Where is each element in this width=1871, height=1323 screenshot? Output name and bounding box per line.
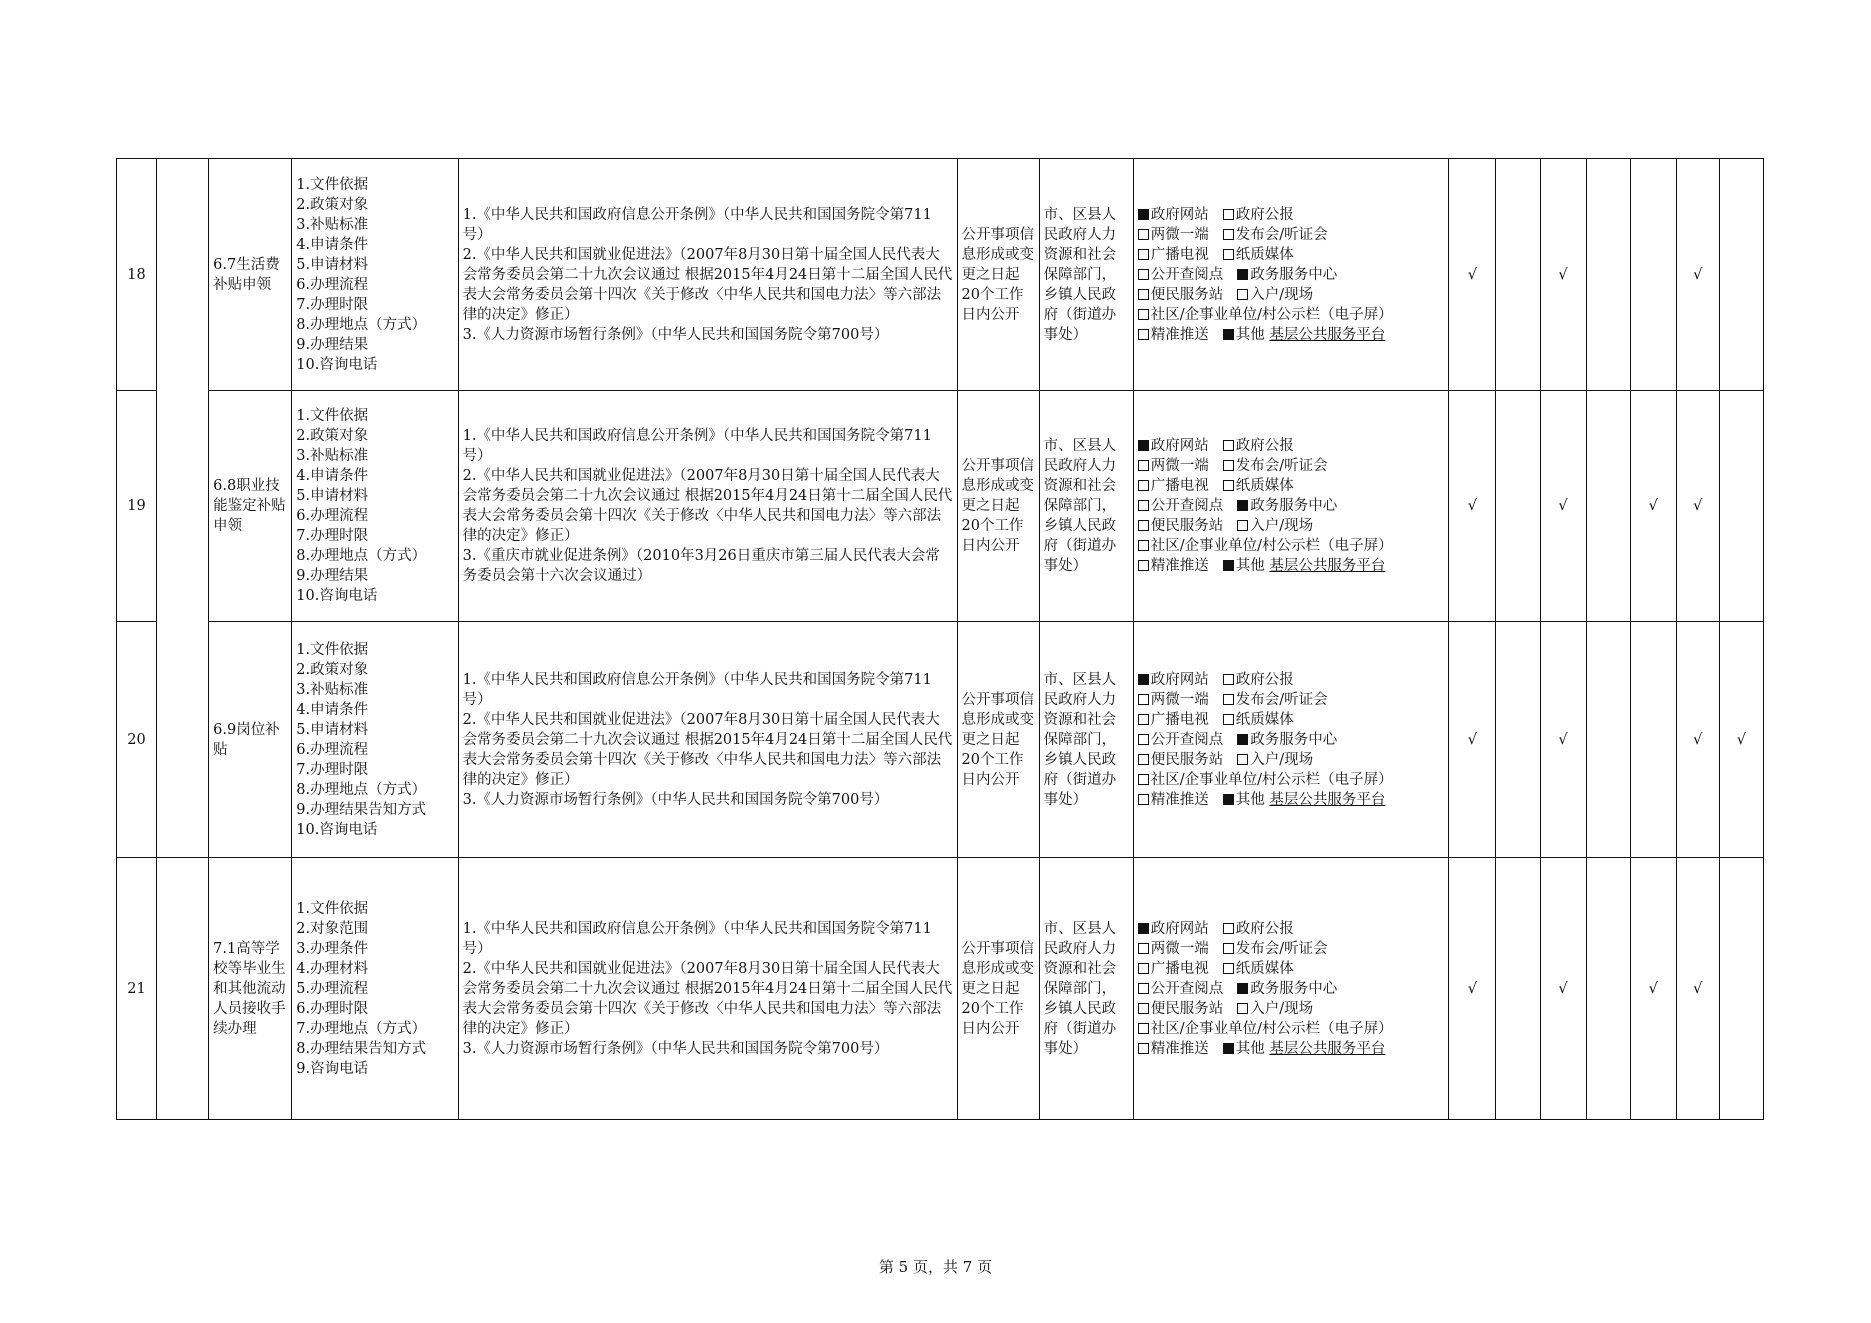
channel-label: 政府公报	[1235, 671, 1294, 688]
content-item: 4.申请条件	[296, 468, 369, 484]
page-footer: 第 5 页，共 7 页	[878, 1258, 993, 1276]
channel-line	[1138, 1039, 1445, 1059]
channel-line	[1138, 710, 1445, 730]
unchecked-box-icon	[1223, 249, 1234, 260]
channel-label: 两微一端	[1150, 226, 1209, 243]
channel-label: 发布会/听证会	[1235, 226, 1328, 243]
unchecked-box-icon	[1138, 249, 1149, 260]
channel-label: 两微一端	[1150, 940, 1209, 957]
basis-list	[458, 159, 957, 391]
content-list	[292, 622, 458, 858]
channel-label: 公开查阅点	[1150, 980, 1224, 997]
channel-line	[1138, 325, 1445, 345]
check-cell: √	[1449, 858, 1496, 1120]
channel-line	[1138, 1019, 1445, 1039]
item-name: 6.7生活费补贴申领	[209, 159, 292, 391]
basis-item: 1.《中华人民共和国政府信息公开条例》（中华人民共和国国务院令第711号）	[462, 920, 932, 957]
content-item: 5.办理流程	[296, 980, 369, 997]
unchecked-box-icon	[1223, 440, 1234, 451]
unchecked-box-icon	[1138, 500, 1149, 511]
content-item: 8.办理地点（方式）	[296, 781, 427, 798]
check-cell: √	[1540, 159, 1586, 391]
disclosure-time: 公开事项信息形成或变更之日起20个工作日内公开	[957, 622, 1039, 858]
check-cell: √	[1676, 858, 1719, 1120]
content-item: 3.补贴标准	[296, 681, 369, 698]
content-item: 6.办理流程	[296, 276, 369, 293]
basis-list	[458, 391, 957, 622]
content-item: 10.咨询电话	[296, 588, 378, 604]
unchecked-box-icon	[1138, 1003, 1149, 1014]
channel-label: 政府公报	[1235, 206, 1294, 223]
content-item: 7.办理时限	[296, 528, 369, 544]
unchecked-box-icon	[1138, 1043, 1149, 1054]
check-cell	[1719, 159, 1763, 391]
check-cell: √	[1630, 391, 1676, 622]
item-name: 6.8职业技能鉴定补贴申领	[209, 391, 292, 622]
content-item: 1.文件依据	[296, 408, 369, 424]
channel-label: 政府公报	[1235, 438, 1294, 454]
channel-other-value: 基层公共服务平台	[1269, 1040, 1386, 1057]
checked-box-icon	[1138, 440, 1149, 451]
channel-label: 政府网站	[1150, 671, 1209, 688]
content-item: 3.办理条件	[296, 940, 369, 957]
unchecked-box-icon	[1138, 269, 1149, 280]
row-number: 18	[117, 159, 157, 391]
table-row	[117, 391, 1764, 622]
channel-label: 政务服务中心	[1250, 731, 1338, 748]
item-name: 7.1高等学校等毕业生和其他流动人员接收手续办理	[209, 858, 292, 1120]
channel-label: 广播电视	[1150, 960, 1209, 977]
channel-line	[1138, 556, 1445, 576]
channel-line	[1138, 770, 1445, 790]
channel-line	[1138, 245, 1445, 265]
basis-item: 2.《中华人民共和国就业促进法》（2007年8月30日第十届全国人民代表大会常务委员会第二十九次会议通过 根据2015年4月24日第十二届全国人民代表大会常务委员会第十四次《关于修改〈中华人民共和国电力法〉等六部法律的决定》修正）	[462, 711, 953, 788]
unchecked-box-icon	[1237, 289, 1248, 300]
checked-box-icon	[1138, 674, 1149, 685]
channel-line	[1138, 690, 1445, 710]
check-cell	[1496, 858, 1540, 1120]
unchecked-box-icon	[1223, 209, 1234, 220]
disclosure-channels	[1133, 391, 1449, 622]
channel-label: 发布会/听证会	[1235, 940, 1328, 957]
disclosure-time: 公开事项信息形成或变更之日起20个工作日内公开	[957, 858, 1039, 1120]
unchecked-box-icon	[1138, 694, 1149, 705]
content-item: 2.对象范围	[296, 920, 369, 937]
unchecked-box-icon	[1223, 480, 1234, 491]
check-cell: √	[1540, 858, 1586, 1120]
disclosure-time: 公开事项信息形成或变更之日起20个工作日内公开	[957, 159, 1039, 391]
channel-label: 公开查阅点	[1150, 266, 1224, 283]
content-item: 9.办理结果告知方式	[296, 801, 427, 818]
basis-item: 2.《中华人民共和国就业促进法》（2007年8月30日第十届全国人民代表大会常务委员会第二十九次会议通过 根据2015年4月24日第十二届全国人民代表大会常务委员会第十四次《关于修改〈中华人民共和国电力法〉等六部法律的决定》修正）	[462, 468, 953, 544]
check-cell	[1496, 159, 1540, 391]
content-item: 5.申请材料	[296, 256, 369, 273]
basis-item: 3.《人力资源市场暂行条例》（中华人民共和国国务院令第700号）	[462, 326, 889, 343]
channel-line	[1138, 939, 1445, 959]
check-cell	[1586, 391, 1630, 622]
content-item: 7.办理时限	[296, 761, 369, 778]
channel-label: 公开查阅点	[1150, 498, 1224, 514]
channel-line	[1138, 959, 1445, 979]
basis-item: 3.《重庆市就业促进条例》（2010年3月26日重庆市第三届人民代表大会常务委员会第十六次会议通过）	[462, 548, 940, 584]
channel-line	[1138, 305, 1445, 325]
channel-line	[1138, 730, 1445, 750]
disclosure-subject: 市、区县人民政府人力资源和社会保障部门，乡镇人民政府（街道办事处）	[1039, 858, 1133, 1120]
unchecked-box-icon	[1138, 560, 1149, 571]
channel-other-value: 基层公共服务平台	[1269, 326, 1386, 343]
check-cell: √	[1540, 622, 1586, 858]
channel-label: 其他	[1235, 791, 1265, 808]
content-item: 2.政策对象	[296, 196, 369, 213]
check-cell	[1586, 159, 1630, 391]
check-cell: √	[1676, 622, 1719, 858]
channel-line	[1138, 285, 1445, 305]
content-item: 7.办理时限	[296, 296, 369, 313]
unchecked-box-icon	[1138, 540, 1149, 551]
channel-label: 社区/企事业单位/村公示栏（电子屏）	[1150, 306, 1393, 323]
channel-label: 入户/现场	[1250, 286, 1314, 303]
unchecked-box-icon	[1223, 963, 1234, 974]
channel-line	[1138, 456, 1445, 476]
channel-label: 两微一端	[1150, 458, 1209, 474]
content-item: 10.咨询电话	[296, 821, 378, 838]
check-cell: √	[1449, 159, 1496, 391]
channel-label: 便民服务站	[1150, 751, 1224, 768]
channel-label: 精准推送	[1150, 791, 1209, 808]
disclosure-channels	[1133, 858, 1449, 1120]
content-list	[292, 858, 458, 1120]
content-item: 4.申请条件	[296, 701, 369, 718]
content-item: 4.办理材料	[296, 960, 369, 977]
channel-line	[1138, 750, 1445, 770]
unchecked-box-icon	[1138, 520, 1149, 531]
check-cell	[1719, 391, 1763, 622]
channel-label: 其他	[1235, 558, 1265, 574]
channel-label: 精准推送	[1150, 326, 1209, 343]
channel-line	[1138, 790, 1445, 810]
channel-label: 其他	[1235, 326, 1265, 343]
channel-label: 精准推送	[1150, 558, 1209, 574]
row-number: 20	[117, 622, 157, 858]
unchecked-box-icon	[1138, 943, 1149, 954]
channel-label: 两微一端	[1150, 691, 1209, 708]
content-item: 1.文件依据	[296, 176, 369, 193]
content-item: 8.办理地点（方式）	[296, 316, 427, 333]
table-body	[117, 159, 1764, 1120]
unchecked-box-icon	[1223, 460, 1234, 471]
checked-box-icon	[1138, 923, 1149, 934]
unchecked-box-icon	[1138, 983, 1149, 994]
content-item: 9.咨询电话	[296, 1060, 369, 1077]
channel-label: 纸质媒体	[1235, 960, 1294, 977]
channel-line	[1138, 436, 1445, 456]
unchecked-box-icon	[1138, 289, 1149, 300]
channel-line	[1138, 496, 1445, 516]
content-item: 6.办理时限	[296, 1000, 369, 1017]
disclosure-time: 公开事项信息形成或变更之日起20个工作日内公开	[957, 391, 1039, 622]
disclosure-subject: 市、区县人民政府人力资源和社会保障部门，乡镇人民政府（街道办事处）	[1039, 159, 1133, 391]
channel-label: 其他	[1235, 1040, 1265, 1057]
unchecked-box-icon	[1138, 229, 1149, 240]
unchecked-box-icon	[1237, 754, 1248, 765]
item-name: 6.9岗位补贴	[209, 622, 292, 858]
check-cell: √	[1630, 858, 1676, 1120]
content-item: 9.办理结果	[296, 568, 369, 584]
basis-list	[458, 858, 957, 1120]
channel-line	[1138, 979, 1445, 999]
check-cell	[1496, 391, 1540, 622]
checked-box-icon	[1138, 209, 1149, 220]
unchecked-box-icon	[1138, 329, 1149, 340]
row-number: 19	[117, 391, 157, 622]
channel-label: 入户/现场	[1250, 751, 1314, 768]
channel-label: 纸质媒体	[1235, 478, 1294, 494]
content-item: 7.办理地点（方式）	[296, 1020, 427, 1037]
channel-line	[1138, 536, 1445, 556]
unchecked-box-icon	[1138, 714, 1149, 725]
content-item: 1.文件依据	[296, 641, 369, 658]
channel-label: 发布会/听证会	[1235, 458, 1328, 474]
basis-item: 2.《中华人民共和国就业促进法》（2007年8月30日第十届全国人民代表大会常务委员会第二十九次会议通过 根据2015年4月24日第十二届全国人民代表大会常务委员会第十四次《关于修改〈中华人民共和国电力法〉等六部法律的决定》修正）	[462, 246, 953, 323]
table-row	[117, 622, 1764, 858]
channel-label: 政府公报	[1235, 920, 1294, 937]
basis-item: 2.《中华人民共和国就业促进法》（2007年8月30日第十届全国人民代表大会常务委员会第二十九次会议通过 根据2015年4月24日第十二届全国人民代表大会常务委员会第十四次《关于修改〈中华人民共和国电力法〉等六部法律的决定》修正）	[462, 960, 953, 1037]
channel-line	[1138, 225, 1445, 245]
check-cell: √	[1719, 622, 1763, 858]
channel-label: 政府网站	[1150, 920, 1209, 937]
channel-label: 社区/企事业单位/村公示栏（电子屏）	[1150, 538, 1393, 554]
checked-box-icon	[1237, 269, 1248, 280]
content-item: 3.补贴标准	[296, 216, 369, 233]
channel-label: 发布会/听证会	[1235, 691, 1328, 708]
channel-line	[1138, 670, 1445, 690]
check-cell	[1586, 858, 1630, 1120]
basis-list	[458, 622, 957, 858]
unchecked-box-icon	[1138, 480, 1149, 491]
disclosure-subject: 市、区县人民政府人力资源和社会保障部门，乡镇人民政府（街道办事处）	[1039, 391, 1133, 622]
unchecked-box-icon	[1138, 460, 1149, 471]
category-cell	[157, 858, 209, 1120]
channel-label: 政务服务中心	[1250, 498, 1338, 514]
channel-label: 便民服务站	[1150, 1000, 1224, 1017]
unchecked-box-icon	[1237, 1003, 1248, 1014]
channel-label: 入户/现场	[1250, 1000, 1314, 1017]
channel-line	[1138, 205, 1445, 225]
content-item: 4.申请条件	[296, 236, 369, 253]
basis-item: 1.《中华人民共和国政府信息公开条例》（中华人民共和国国务院令第711号）	[462, 671, 932, 708]
check-cell: √	[1449, 622, 1496, 858]
channel-label: 政务服务中心	[1250, 980, 1338, 997]
unchecked-box-icon	[1138, 963, 1149, 974]
unchecked-box-icon	[1138, 794, 1149, 805]
content-item: 8.办理地点（方式）	[296, 548, 427, 564]
channel-label: 广播电视	[1150, 246, 1209, 263]
content-list	[292, 391, 458, 622]
check-cell: √	[1676, 391, 1719, 622]
channel-label: 社区/企事业单位/村公示栏（电子屏）	[1150, 1020, 1393, 1037]
channel-other-value: 基层公共服务平台	[1269, 791, 1386, 808]
channel-label: 便民服务站	[1150, 286, 1224, 303]
checked-box-icon	[1237, 734, 1248, 745]
channel-label: 政府网站	[1150, 206, 1209, 223]
channel-line	[1138, 516, 1445, 536]
check-cell	[1630, 159, 1676, 391]
channel-label: 政府网站	[1150, 438, 1209, 454]
channel-line	[1138, 919, 1445, 939]
channel-line	[1138, 476, 1445, 496]
unchecked-box-icon	[1138, 754, 1149, 765]
basis-item: 1.《中华人民共和国政府信息公开条例》（中华人民共和国国务院令第711号）	[462, 428, 932, 464]
check-cell	[1719, 858, 1763, 1120]
unchecked-box-icon	[1223, 229, 1234, 240]
table-row	[117, 858, 1764, 1120]
unchecked-box-icon	[1237, 520, 1248, 531]
channel-label: 入户/现场	[1250, 518, 1314, 534]
checked-box-icon	[1223, 794, 1234, 805]
content-list	[292, 159, 458, 391]
unchecked-box-icon	[1138, 734, 1149, 745]
checked-box-icon	[1223, 560, 1234, 571]
unchecked-box-icon	[1223, 714, 1234, 725]
content-item: 1.文件依据	[296, 900, 369, 917]
channel-label: 社区/企事业单位/村公示栏（电子屏）	[1150, 771, 1393, 788]
checked-box-icon	[1223, 329, 1234, 340]
unchecked-box-icon	[1138, 1023, 1149, 1034]
unchecked-box-icon	[1138, 774, 1149, 785]
check-cell: √	[1449, 391, 1496, 622]
check-cell	[1496, 622, 1540, 858]
basis-item: 3.《人力资源市场暂行条例》（中华人民共和国国务院令第700号）	[462, 1040, 889, 1057]
disclosure-channels	[1133, 159, 1449, 391]
basis-item: 3.《人力资源市场暂行条例》（中华人民共和国国务院令第700号）	[462, 791, 889, 808]
checked-box-icon	[1237, 500, 1248, 511]
checked-box-icon	[1223, 1043, 1234, 1054]
content-item: 8.办理结果告知方式	[296, 1040, 427, 1057]
content-item: 2.政策对象	[296, 428, 369, 444]
check-cell: √	[1540, 391, 1586, 622]
check-cell: √	[1676, 159, 1719, 391]
channel-line	[1138, 265, 1445, 285]
content-item: 5.申请材料	[296, 721, 369, 738]
disclosure-table	[116, 158, 1764, 1120]
row-number: 21	[117, 858, 157, 1120]
content-item: 6.办理流程	[296, 508, 369, 524]
check-cell	[1586, 622, 1630, 858]
channel-label: 广播电视	[1150, 711, 1209, 728]
content-item: 5.申请材料	[296, 488, 369, 504]
channel-label: 政务服务中心	[1250, 266, 1338, 283]
channel-label: 便民服务站	[1150, 518, 1224, 534]
unchecked-box-icon	[1223, 674, 1234, 685]
channel-label: 精准推送	[1150, 1040, 1209, 1057]
content-item: 2.政策对象	[296, 661, 369, 678]
unchecked-box-icon	[1223, 923, 1234, 934]
channel-line	[1138, 999, 1445, 1019]
unchecked-box-icon	[1138, 309, 1149, 320]
table-row	[117, 159, 1764, 391]
channel-label: 广播电视	[1150, 478, 1209, 494]
channel-label: 纸质媒体	[1235, 711, 1294, 728]
content-item: 6.办理流程	[296, 741, 369, 758]
unchecked-box-icon	[1223, 694, 1234, 705]
content-item: 10.咨询电话	[296, 356, 378, 373]
category-cell	[157, 159, 209, 858]
content-item: 3.补贴标准	[296, 448, 369, 464]
disclosure-channels	[1133, 622, 1449, 858]
basis-item: 1.《中华人民共和国政府信息公开条例》（中华人民共和国国务院令第711号）	[462, 206, 932, 243]
content-item: 9.办理结果	[296, 336, 369, 353]
channel-label: 公开查阅点	[1150, 731, 1224, 748]
channel-other-value: 基层公共服务平台	[1269, 558, 1386, 574]
check-cell	[1630, 622, 1676, 858]
unchecked-box-icon	[1223, 943, 1234, 954]
channel-label: 纸质媒体	[1235, 246, 1294, 263]
disclosure-subject: 市、区县人民政府人力资源和社会保障部门，乡镇人民政府（街道办事处）	[1039, 622, 1133, 858]
checked-box-icon	[1237, 983, 1248, 994]
